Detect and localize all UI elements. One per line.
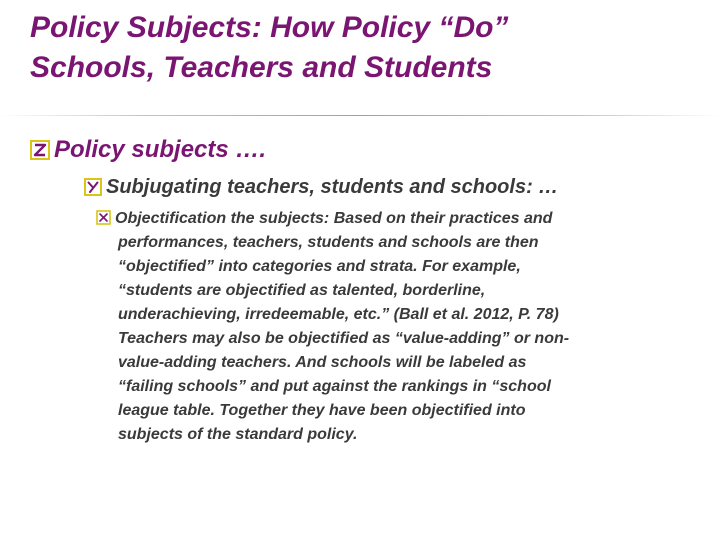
bullet-level-3-line: Teachers may also be objectified as “value-adding” or non- [118,330,570,347]
bullet-level-1-text: Policy subjects …. [54,136,267,163]
slide-title-line-1: Policy Subjects: How Policy “Do” [30,11,509,44]
bullet-level-1 [30,134,700,166]
bullet-level-2-text: Subjugating teachers, students and schools: … [106,176,559,198]
slide-title-line-2: Schools, Teachers and Students [30,51,493,84]
bullet-level-3-line: performances, teachers, students and schools are then [118,234,539,251]
x-bullet-icon [96,210,111,225]
bullet-level-3 [96,207,686,447]
bullet-level-3-line: Objectification the subjects: Based on their practices and [115,210,553,227]
bullet-level-2 [84,174,704,200]
slide-title [30,8,700,88]
y-bullet-icon [84,178,102,196]
bullet-level-3-line: “objectified” into categories and strata. For example, [118,258,521,275]
title-divider [0,115,720,116]
bullet-level-3-line: league table. Together they have been objectified into [118,402,526,419]
bullet-level-3-line: value-adding teachers. And schools will be labeled as [118,354,527,371]
bullet-level-3-line: “students are objectified as talented, borderline, [118,282,486,299]
bullet-level-3-line: “failing schools” and put against the rankings in “school [118,378,551,395]
bullet-level-3-line: subjects of the standard policy. [118,426,358,443]
bullet-level-3-line: underachieving, irredeemable, etc.” (Ball et al. 2012, P. 78) [118,306,559,323]
z-bullet-icon [30,140,50,160]
